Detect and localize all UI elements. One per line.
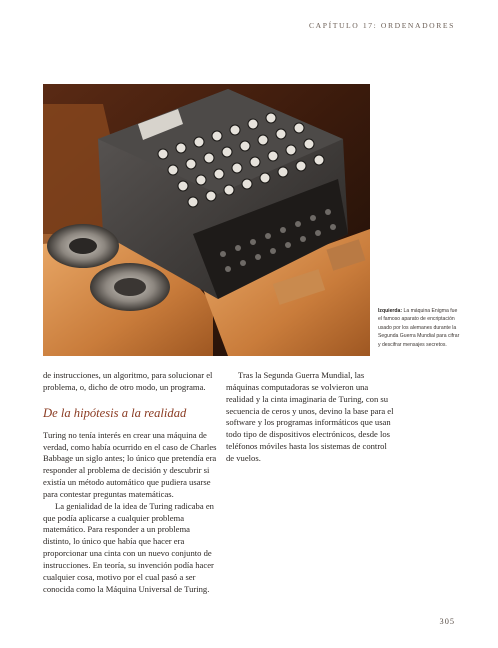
page-number: 305 xyxy=(439,617,455,626)
caption-text: La máquina Enigma fue el famoso aparato de encriptación usado por los alemanes durante la Segunda Guerra Mundial para cifrar y descifrar mensajes secretos. xyxy=(378,308,460,348)
photo-caption xyxy=(378,307,460,349)
left-column xyxy=(43,370,218,596)
paragraph: La genialidad de la idea de Turing radicaba en que podía aplicarse a cualquier problema matemático. Para responder a un problema distinto, lo único que había que hacer era proporcionar una cinta con un nuevo conjunto de instrucciones. En teoría, su invención podía hacer cualquier cosa, motivo por el cual pasó a ser conocida como la Máquina Universal de Turing. xyxy=(43,500,214,594)
caption-lead: Izquierda: xyxy=(378,308,403,314)
paragraph: Tras la Segunda Guerra Mundial, las máquinas computadoras se volvieron una realidad y la cinta imaginaria de Turing, con su secuencia de ceros y unos, devino la base para el software y los programas informáticos que usan todo tipo de dispositivos electrónicos, desde los teléfonos móviles hasta los sistemas de control de vuelos. xyxy=(226,370,394,463)
paragraph: Turing no tenía interés en crear una máquina de verdad, como había ocurrido en el caso de Charles Babbage un siglo antes; lo único que pretendía era responder al problema de decisión y descubrir si existía un método automático que pudiera usarse para contestar preguntas matemáticas. xyxy=(43,429,217,499)
right-column xyxy=(226,370,394,465)
opening-paragraph: de instrucciones, un algoritmo, para solucionar el problema, o, dicho de otro modo, un programa. xyxy=(43,370,213,392)
enigma-machine-photo xyxy=(43,84,370,356)
running-head: CAPÍTULO 17: ORDENADORES xyxy=(309,21,455,30)
section-heading: De la hipótesis a la realidad xyxy=(43,405,187,420)
